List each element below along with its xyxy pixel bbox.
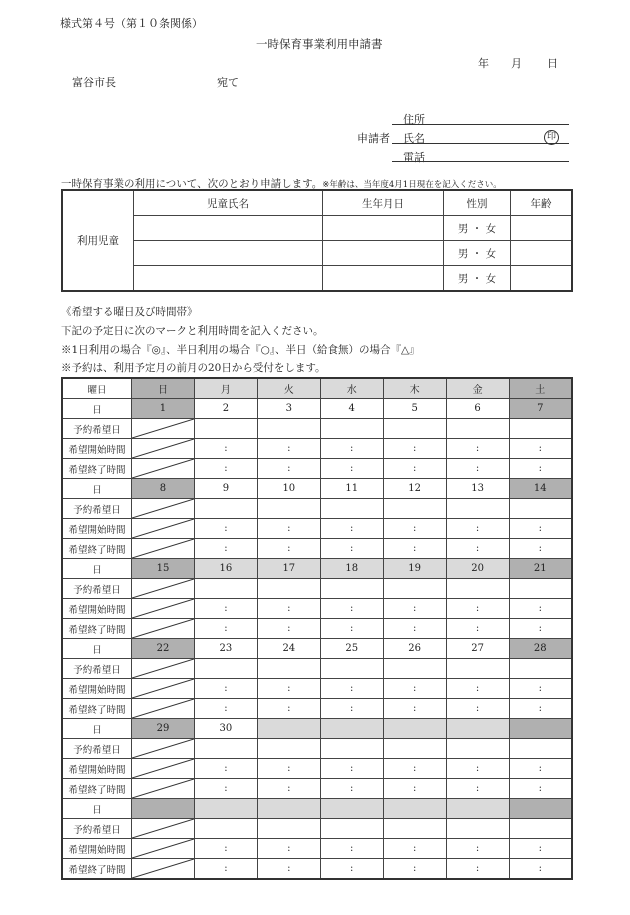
- start-field[interactable]: :: [257, 679, 320, 699]
- reserve-field[interactable]: [257, 659, 320, 679]
- end-field[interactable]: :: [509, 619, 572, 639]
- date-cell: 11: [320, 479, 383, 499]
- addressee: 富谷市長: [72, 76, 116, 89]
- day-label: 日: [62, 799, 132, 819]
- day-label: 日: [62, 639, 132, 659]
- strike-line: [132, 839, 194, 858]
- reserve-row: [62, 819, 572, 839]
- start-field[interactable]: :: [446, 519, 509, 539]
- date-cell: 8: [132, 479, 195, 499]
- end-field[interactable]: :: [446, 699, 509, 719]
- seal-mark: 印: [544, 130, 559, 145]
- day-label: 日: [62, 399, 132, 419]
- struck-cell: [132, 859, 195, 880]
- reserve-field[interactable]: [509, 499, 572, 519]
- end-row: [62, 859, 572, 880]
- child-gender-field[interactable]: 男 ・ 女: [444, 241, 511, 266]
- child-row: [62, 216, 572, 241]
- struck-cell: [132, 659, 195, 679]
- reserve-field[interactable]: [257, 579, 320, 599]
- struck-cell: [132, 679, 195, 699]
- end-row: [62, 779, 572, 799]
- end-row: [62, 459, 572, 479]
- child-table-header: [62, 190, 572, 216]
- start-field[interactable]: :: [446, 439, 509, 459]
- date-cell: [194, 799, 257, 819]
- date-cell: [509, 799, 572, 819]
- struck-cell: [132, 579, 195, 599]
- start-field[interactable]: :: [194, 519, 257, 539]
- end-field[interactable]: :: [320, 859, 383, 880]
- start-field[interactable]: :: [509, 679, 572, 699]
- start-field[interactable]: :: [509, 839, 572, 859]
- start-row: [62, 439, 572, 459]
- start-field[interactable]: :: [257, 759, 320, 779]
- start-field[interactable]: :: [194, 839, 257, 859]
- start-field[interactable]: :: [320, 599, 383, 619]
- weekday-3: 水: [320, 378, 383, 399]
- reserve-row: [62, 419, 572, 439]
- end-label: 希望終了時間: [62, 699, 132, 719]
- instructions-heading: 《希望する曜日及び時間帯》: [61, 306, 198, 318]
- applicant-label: 申請者: [357, 132, 390, 145]
- end-field[interactable]: :: [383, 619, 446, 639]
- start-label: 希望開始時間: [62, 839, 132, 859]
- reserve-field[interactable]: [509, 659, 572, 679]
- reserve-field[interactable]: [257, 739, 320, 759]
- phone-line: [392, 161, 569, 162]
- struck-cell: [132, 419, 195, 439]
- addressee-suffix: 宛て: [217, 76, 239, 89]
- date-cell: [320, 719, 383, 739]
- start-label: 希望開始時間: [62, 519, 132, 539]
- date-cell: 15: [132, 559, 195, 579]
- date-cell: 26: [383, 639, 446, 659]
- date-cell: 4: [320, 399, 383, 419]
- start-field[interactable]: :: [257, 519, 320, 539]
- start-field[interactable]: :: [257, 839, 320, 859]
- struck-cell: [132, 459, 195, 479]
- date-cell: [446, 799, 509, 819]
- start-field[interactable]: :: [383, 759, 446, 779]
- date-cell: 12: [383, 479, 446, 499]
- start-field[interactable]: :: [509, 759, 572, 779]
- weekday-2: 火: [257, 378, 320, 399]
- instructions-line2: ※1日利用の場合『◎』、半日利用の場合『○』、半日（給食無）の場合『△』: [61, 344, 420, 356]
- end-field[interactable]: :: [509, 859, 572, 880]
- end-field[interactable]: :: [383, 699, 446, 719]
- start-row: [62, 839, 572, 859]
- date-row: [62, 639, 572, 659]
- strike-line: [132, 439, 194, 458]
- child-name-field[interactable]: [134, 241, 323, 266]
- start-field[interactable]: :: [257, 439, 320, 459]
- start-label: 希望開始時間: [62, 439, 132, 459]
- start-field[interactable]: :: [194, 439, 257, 459]
- reserve-field[interactable]: [320, 739, 383, 759]
- start-field[interactable]: :: [383, 439, 446, 459]
- child-row-label: 利用児童: [62, 190, 134, 291]
- reserve-label: 予約希望日: [62, 819, 132, 839]
- reserve-field[interactable]: [509, 579, 572, 599]
- reserve-field[interactable]: [383, 659, 446, 679]
- end-field[interactable]: :: [509, 539, 572, 559]
- start-field[interactable]: :: [446, 599, 509, 619]
- start-row: [62, 599, 572, 619]
- struck-cell: [132, 539, 195, 559]
- date-cell: 17: [257, 559, 320, 579]
- date-row: [62, 399, 572, 419]
- start-label: 希望開始時間: [62, 679, 132, 699]
- reserve-field[interactable]: [509, 819, 572, 839]
- child-row: [62, 266, 572, 292]
- end-label: 希望終了時間: [62, 859, 132, 880]
- start-field[interactable]: :: [320, 439, 383, 459]
- end-field[interactable]: :: [446, 619, 509, 639]
- date-year: 年: [478, 57, 489, 70]
- end-field[interactable]: :: [257, 539, 320, 559]
- start-field[interactable]: :: [383, 519, 446, 539]
- name-line: [392, 143, 569, 144]
- end-field[interactable]: :: [446, 779, 509, 799]
- end-field[interactable]: :: [383, 859, 446, 880]
- child-birthdate-field[interactable]: [323, 216, 444, 241]
- strike-line: [132, 579, 194, 598]
- reserve-field[interactable]: [383, 419, 446, 439]
- strike-line: [132, 779, 194, 798]
- reserve-field[interactable]: [257, 419, 320, 439]
- reserve-field[interactable]: [320, 819, 383, 839]
- address-line: [392, 124, 569, 125]
- end-field[interactable]: :: [194, 619, 257, 639]
- reserve-field[interactable]: [509, 739, 572, 759]
- struck-cell: [132, 839, 195, 859]
- end-field[interactable]: :: [509, 699, 572, 719]
- date-cell: 30: [194, 719, 257, 739]
- reserve-field[interactable]: [383, 499, 446, 519]
- date-cell: [383, 719, 446, 739]
- date-cell: [257, 799, 320, 819]
- start-row: [62, 759, 572, 779]
- weekday-1: 月: [194, 378, 257, 399]
- start-field[interactable]: :: [509, 439, 572, 459]
- end-field[interactable]: :: [257, 859, 320, 880]
- start-field[interactable]: :: [257, 599, 320, 619]
- date-day: 日: [547, 57, 558, 70]
- start-field[interactable]: :: [194, 599, 257, 619]
- reserve-field[interactable]: [194, 499, 257, 519]
- start-field[interactable]: :: [320, 679, 383, 699]
- end-field[interactable]: :: [257, 459, 320, 479]
- end-field[interactable]: :: [320, 779, 383, 799]
- strike-line: [132, 679, 194, 698]
- header-age: 年齢: [511, 190, 573, 216]
- reserve-field[interactable]: [383, 819, 446, 839]
- reserve-field[interactable]: [446, 499, 509, 519]
- end-field[interactable]: :: [446, 539, 509, 559]
- reserve-row: [62, 579, 572, 599]
- reserve-field[interactable]: [383, 579, 446, 599]
- struck-cell: [132, 439, 195, 459]
- start-field[interactable]: :: [509, 599, 572, 619]
- header-birthdate: 生年月日: [323, 190, 444, 216]
- start-field[interactable]: :: [320, 519, 383, 539]
- weekday-5: 金: [446, 378, 509, 399]
- reserve-field[interactable]: [446, 579, 509, 599]
- day-label: 日: [62, 479, 132, 499]
- child-birthdate-field[interactable]: [323, 266, 444, 292]
- child-name-field[interactable]: [134, 266, 323, 292]
- strike-line: [132, 519, 194, 538]
- date-cell: 10: [257, 479, 320, 499]
- strike-line: [132, 419, 194, 438]
- strike-line: [132, 539, 194, 558]
- date-cell: 3: [257, 399, 320, 419]
- weekday-4: 木: [383, 378, 446, 399]
- end-row: [62, 699, 572, 719]
- child-age-field[interactable]: [511, 241, 573, 266]
- reserve-field[interactable]: [446, 819, 509, 839]
- end-field[interactable]: :: [257, 619, 320, 639]
- date-cell: [509, 719, 572, 739]
- end-label: 希望終了時間: [62, 779, 132, 799]
- strike-line: [132, 619, 194, 638]
- start-field[interactable]: :: [446, 759, 509, 779]
- child-age-field[interactable]: [511, 216, 573, 241]
- date-row: [62, 559, 572, 579]
- date-cell: 2: [194, 399, 257, 419]
- start-field[interactable]: :: [320, 839, 383, 859]
- reserve-field[interactable]: [320, 579, 383, 599]
- end-field[interactable]: :: [257, 779, 320, 799]
- end-label: 希望終了時間: [62, 539, 132, 559]
- date-cell: [132, 799, 195, 819]
- intro-note: ※年齢は、当年度4月1日現在を記入ください。: [322, 180, 502, 190]
- intro-main: 一時保育事業の利用について、次のとおり申請します。: [61, 178, 323, 190]
- date-cell: 20: [446, 559, 509, 579]
- struck-cell: [132, 759, 195, 779]
- end-field[interactable]: :: [383, 459, 446, 479]
- date-cell: 28: [509, 639, 572, 659]
- reserve-field[interactable]: [194, 819, 257, 839]
- reserve-row: [62, 659, 572, 679]
- strike-line: [132, 599, 194, 618]
- end-row: [62, 539, 572, 559]
- strike-line: [132, 819, 194, 838]
- date-cell: 22: [132, 639, 195, 659]
- strike-line: [132, 659, 194, 678]
- date-cell: 16: [194, 559, 257, 579]
- date-cell: 25: [320, 639, 383, 659]
- date-row: [62, 719, 572, 739]
- reserve-label: 予約希望日: [62, 579, 132, 599]
- end-field[interactable]: :: [446, 859, 509, 880]
- reserve-field[interactable]: [446, 659, 509, 679]
- reserve-row: [62, 739, 572, 759]
- start-row: [62, 519, 572, 539]
- reserve-label: 予約希望日: [62, 499, 132, 519]
- start-field[interactable]: :: [194, 679, 257, 699]
- end-label: 希望終了時間: [62, 459, 132, 479]
- date-cell: [446, 719, 509, 739]
- start-field[interactable]: :: [509, 519, 572, 539]
- reserve-label: 予約希望日: [62, 739, 132, 759]
- end-field[interactable]: :: [194, 539, 257, 559]
- date-row: [62, 479, 572, 499]
- start-field[interactable]: :: [194, 759, 257, 779]
- date-cell: 5: [383, 399, 446, 419]
- end-field[interactable]: :: [194, 859, 257, 880]
- date-cell: 23: [194, 639, 257, 659]
- end-field[interactable]: :: [194, 779, 257, 799]
- start-row: [62, 679, 572, 699]
- instructions-line3: ※予約は、利用予定月の前月の20日から受付をします。: [61, 362, 326, 374]
- strike-line: [132, 759, 194, 778]
- struck-cell: [132, 819, 195, 839]
- reserve-field[interactable]: [194, 579, 257, 599]
- strike-line: [132, 739, 194, 758]
- reserve-field[interactable]: [257, 499, 320, 519]
- date-cell: 21: [509, 559, 572, 579]
- end-field[interactable]: :: [383, 779, 446, 799]
- child-row: [62, 241, 572, 266]
- date-cell: 27: [446, 639, 509, 659]
- date-cell: [320, 799, 383, 819]
- struck-cell: [132, 699, 195, 719]
- weekday-label: 曜日: [62, 378, 132, 399]
- date-cell: 19: [383, 559, 446, 579]
- end-field[interactable]: :: [320, 459, 383, 479]
- strike-line: [132, 699, 194, 718]
- date-cell: 18: [320, 559, 383, 579]
- applicant-phone-label: 電話: [403, 151, 425, 164]
- form-number: 様式第４号（第１０条関係）: [60, 17, 203, 30]
- strike-line: [132, 459, 194, 478]
- child-gender-field[interactable]: 男 ・ 女: [444, 266, 511, 292]
- date-cell: 29: [132, 719, 195, 739]
- weekday-6: 土: [509, 378, 572, 399]
- weekday-0: 日: [132, 378, 195, 399]
- end-field[interactable]: :: [509, 779, 572, 799]
- reserve-field[interactable]: [194, 739, 257, 759]
- header-gender: 性別: [444, 190, 511, 216]
- reserve-field[interactable]: [446, 739, 509, 759]
- start-field[interactable]: :: [446, 839, 509, 859]
- reserve-field[interactable]: [509, 419, 572, 439]
- start-label: 希望開始時間: [62, 599, 132, 619]
- date-cell: 6: [446, 399, 509, 419]
- strike-line: [132, 499, 194, 518]
- end-row: [62, 619, 572, 639]
- start-field[interactable]: :: [320, 759, 383, 779]
- struck-cell: [132, 519, 195, 539]
- strike-line: [132, 859, 194, 878]
- reserve-label: 予約希望日: [62, 419, 132, 439]
- end-field[interactable]: :: [194, 699, 257, 719]
- struck-cell: [132, 499, 195, 519]
- child-age-field[interactable]: [511, 266, 573, 292]
- date-cell: 9: [194, 479, 257, 499]
- start-field[interactable]: :: [383, 679, 446, 699]
- end-field[interactable]: :: [446, 459, 509, 479]
- end-field[interactable]: :: [320, 699, 383, 719]
- reserve-field[interactable]: [320, 499, 383, 519]
- end-field[interactable]: :: [383, 539, 446, 559]
- struck-cell: [132, 739, 195, 759]
- date-cell: 24: [257, 639, 320, 659]
- reserve-row: [62, 499, 572, 519]
- struck-cell: [132, 619, 195, 639]
- end-field[interactable]: :: [257, 699, 320, 719]
- applicant-address-label: 住所: [403, 113, 425, 126]
- reserve-field[interactable]: [257, 819, 320, 839]
- reserve-label: 予約希望日: [62, 659, 132, 679]
- end-field[interactable]: :: [509, 459, 572, 479]
- start-field[interactable]: :: [383, 599, 446, 619]
- day-label: 日: [62, 719, 132, 739]
- instructions-line1: 下記の予定日に次のマークと利用時間を記入ください。: [61, 325, 324, 337]
- weekday-row: [62, 378, 572, 399]
- reserve-field[interactable]: [383, 739, 446, 759]
- child-name-field[interactable]: [134, 216, 323, 241]
- applicant-name-label: 氏名: [403, 132, 425, 145]
- reserve-field[interactable]: [194, 419, 257, 439]
- date-cell: 1: [132, 399, 195, 419]
- date-cell: [383, 799, 446, 819]
- start-field[interactable]: :: [383, 839, 446, 859]
- reserve-field[interactable]: [320, 419, 383, 439]
- start-label: 希望開始時間: [62, 759, 132, 779]
- header-child-name: 児童氏名: [134, 190, 323, 216]
- end-field[interactable]: :: [194, 459, 257, 479]
- child-table: [61, 189, 573, 292]
- date-cell: 14: [509, 479, 572, 499]
- child-gender-field[interactable]: 男 ・ 女: [444, 216, 511, 241]
- end-field[interactable]: :: [320, 539, 383, 559]
- reserve-field[interactable]: [194, 659, 257, 679]
- struck-cell: [132, 779, 195, 799]
- date-row: [62, 799, 572, 819]
- date-cell: 13: [446, 479, 509, 499]
- calendar-table: [61, 377, 573, 880]
- start-field[interactable]: :: [446, 679, 509, 699]
- end-label: 希望終了時間: [62, 619, 132, 639]
- reserve-field[interactable]: [320, 659, 383, 679]
- struck-cell: [132, 599, 195, 619]
- reserve-field[interactable]: [446, 419, 509, 439]
- end-field[interactable]: :: [320, 619, 383, 639]
- date-month: 月: [511, 57, 522, 70]
- child-birthdate-field[interactable]: [323, 241, 444, 266]
- document-title: 一時保育事業利用申請書: [256, 37, 383, 51]
- date-cell: 7: [509, 399, 572, 419]
- date-cell: [257, 719, 320, 739]
- day-label: 日: [62, 559, 132, 579]
